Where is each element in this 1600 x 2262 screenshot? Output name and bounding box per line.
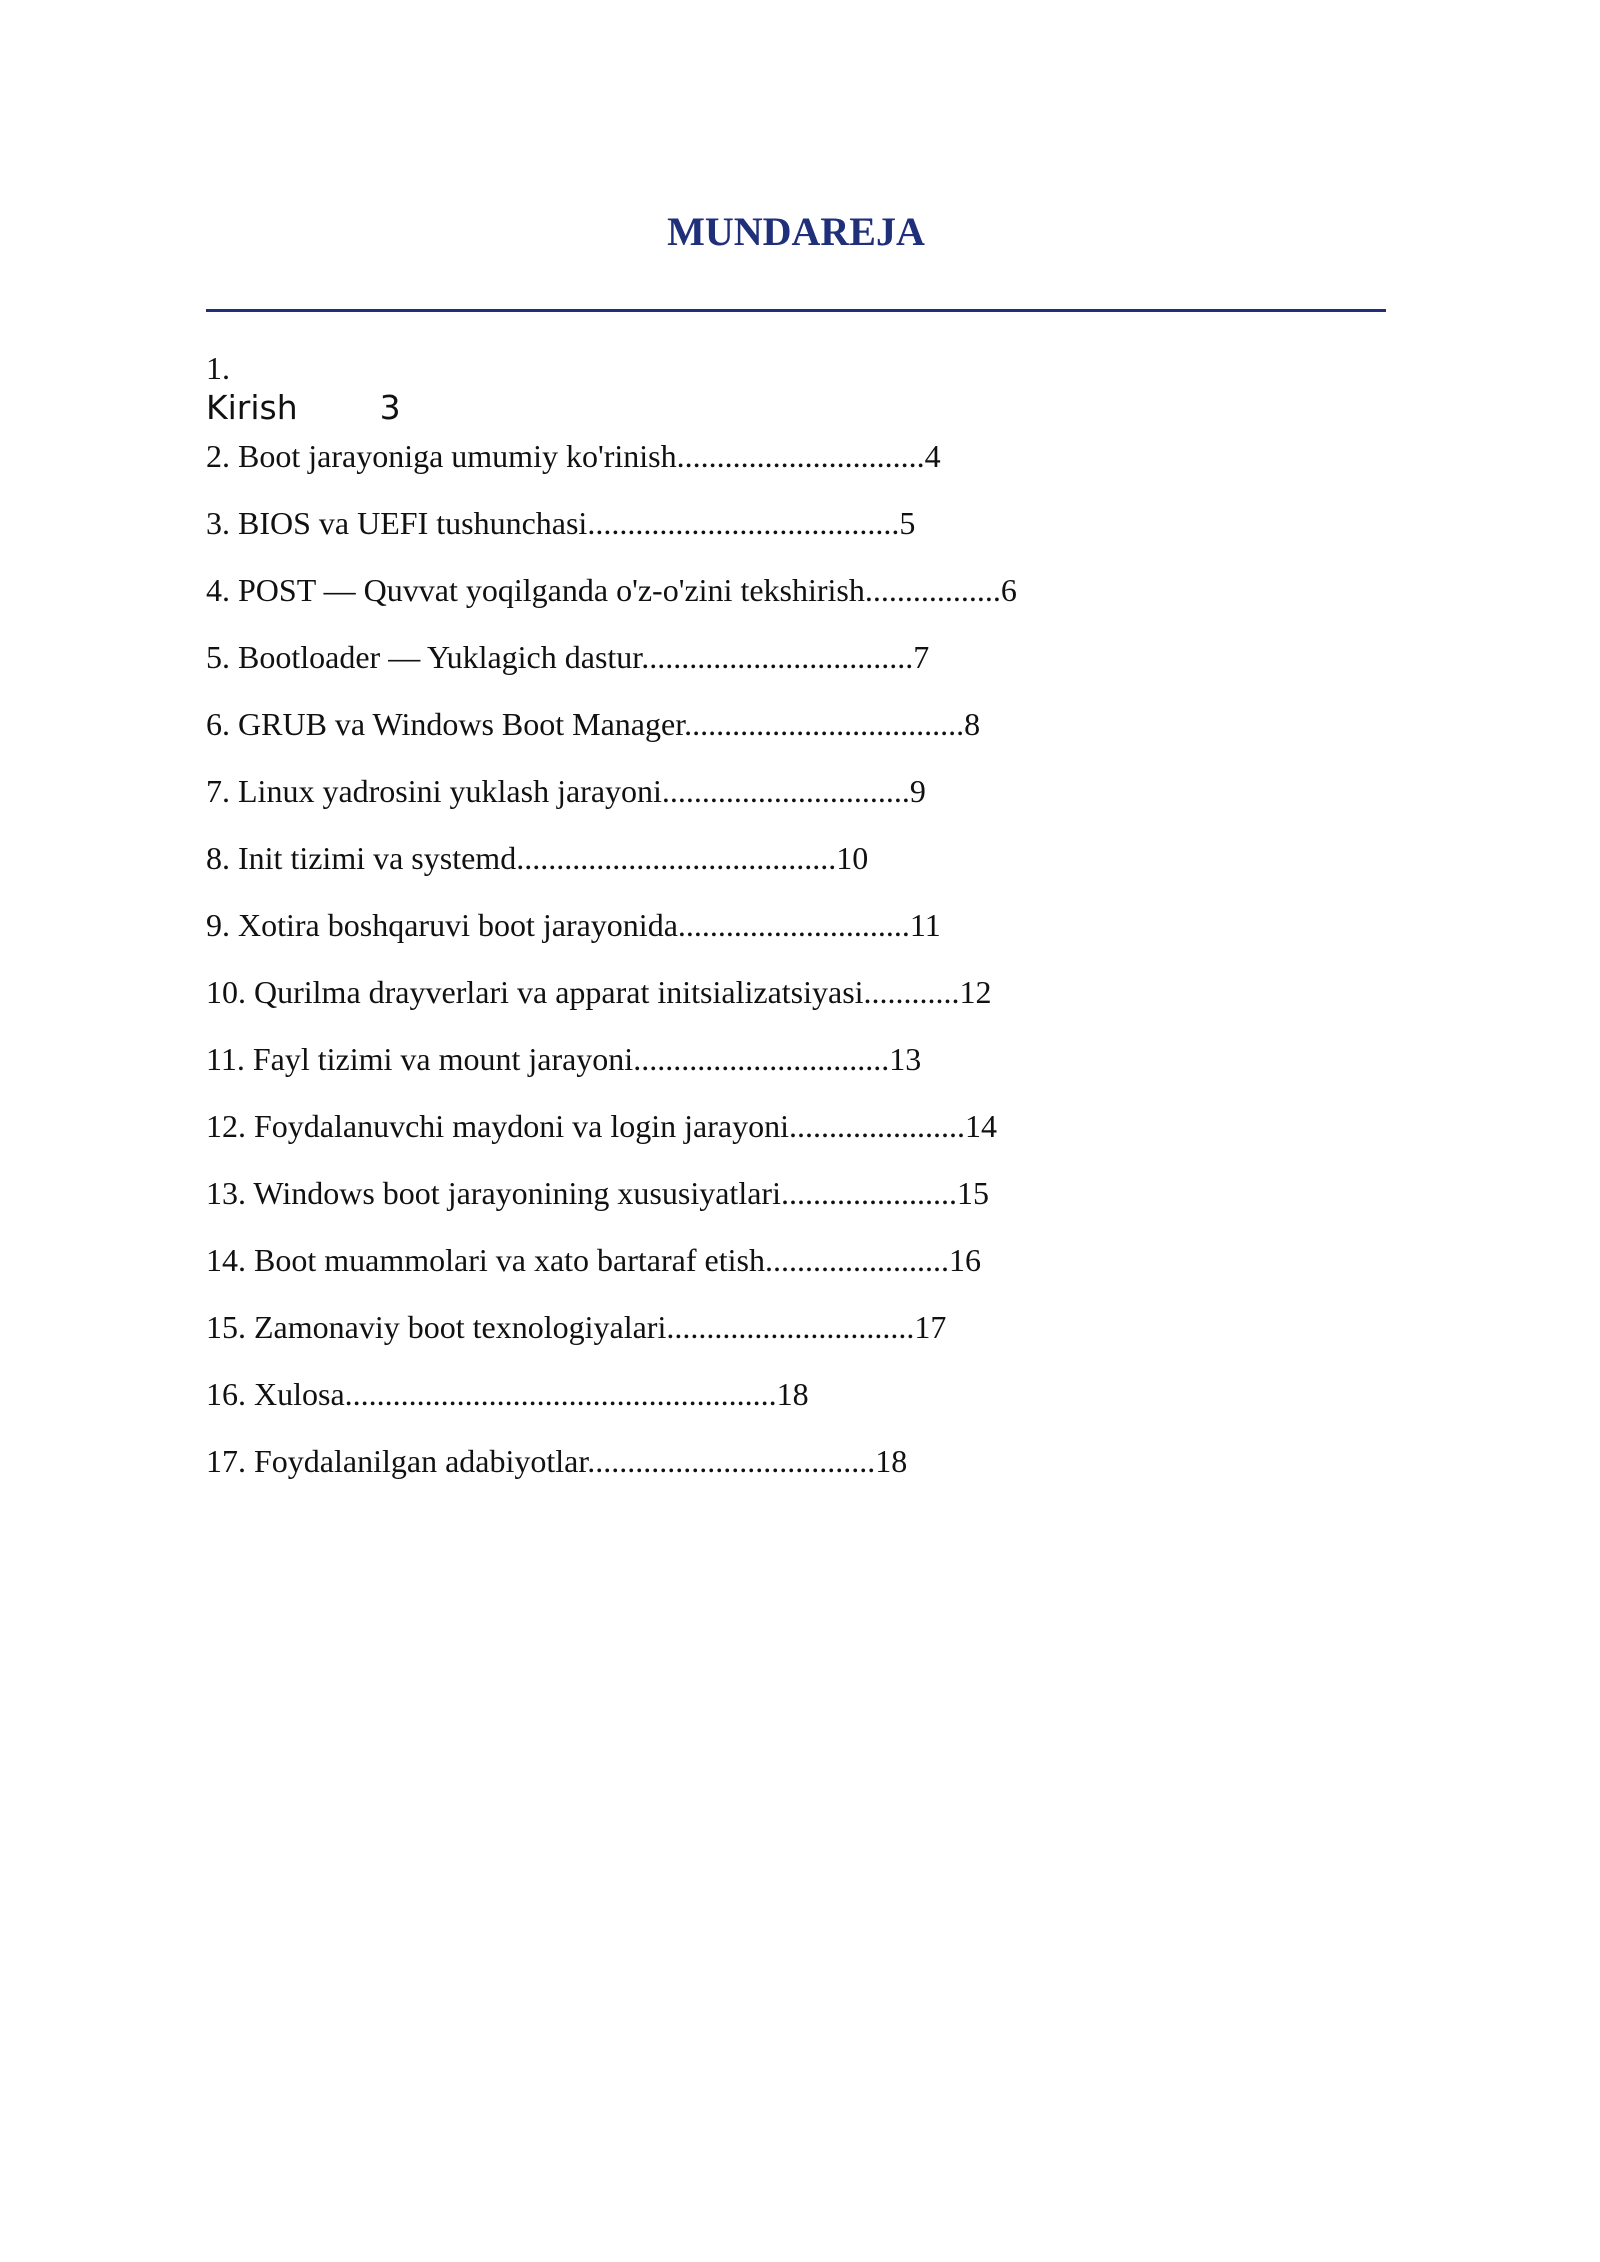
toc-entry: 15. Zamonaviy boot texnologiyalari...............................17 [206,1309,947,1345]
toc-entry-title: Kirish [206,388,298,427]
toc-entry: 5. Bootloader — Yuklagich dastur..................................7 [206,639,930,675]
toc-entry: 6. GRUB va Windows Boot Manager...................................8 [206,706,981,742]
toc-entry: 11. Fayl tizimi va mount jarayoni................................13 [206,1041,922,1077]
toc-entry: 4. POST — Quvvat yoqilganda o'z-o'zini tekshirish.................6 [206,572,1017,608]
toc-entry-number: 1. [206,350,230,386]
toc-entry: 16. Xulosa......................................................18 [206,1376,809,1412]
toc-entry: 8. Init tizimi va systemd........................................10 [206,840,869,876]
table-of-contents [206,348,1386,1508]
page-title: MUNDAREJA [667,209,925,254]
toc-entry: 7. Linux yadrosini yuklash jarayoni...............................9 [206,773,926,809]
toc-entry: 14. Boot muammolari va xato bartaraf etish.......................16 [206,1242,981,1278]
toc-entry: 12. Foydalanuvchi maydoni va login jarayoni......................14 [206,1108,997,1144]
toc-entry: 13. Windows boot jarayonining xususiyatlari......................15 [206,1175,989,1211]
toc-entry: 9. Xotira boshqaruvi boot jarayonida.............................11 [206,907,941,943]
toc-entry-text [206,386,401,430]
toc-entry: 2. Boot jarayoniga umumiy ko'rinish...............................4 [206,438,941,474]
toc-entry-page: 3 [379,388,401,427]
toc-entry: 3. BIOS va UEFI tushunchasi.......................................5 [206,505,916,541]
toc-entry: 17. Foydalanilgan adabiyotlar....................................18 [206,1443,908,1479]
toc-entry: 10. Qurilma drayverlari va apparat initsializatsiyasi............12 [206,974,992,1010]
title-underline [206,309,1386,312]
toc-entry-1 [206,348,1386,436]
